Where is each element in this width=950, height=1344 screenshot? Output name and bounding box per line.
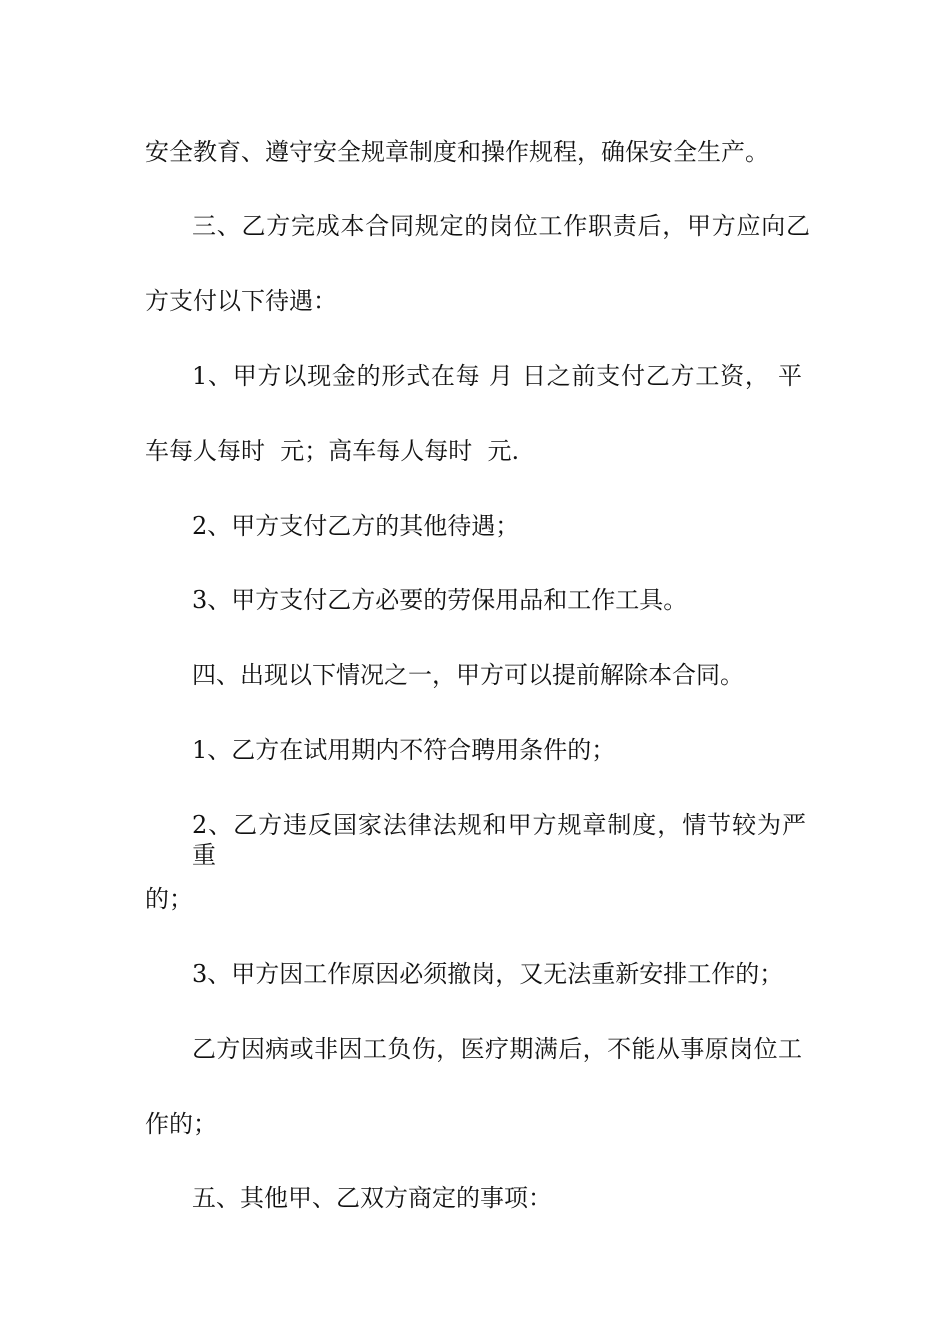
text-line-13: 乙方因病或非因工负伤，医疗期满后，不能从事原岗位工	[192, 1035, 802, 1063]
text-line-9: 1、乙方在试用期内不符合聘用条件的；	[192, 736, 616, 764]
text-line-2: 三、乙方完成本合同规定的岗位工作职责后，甲方应向乙	[192, 212, 810, 240]
text-line-15: 五、其他甲、乙双方商定的事项：	[192, 1184, 552, 1212]
text-line-11: 的；	[145, 885, 193, 913]
text-line-8: 四、出现以下情况之一，甲方可以提前解除本合同。	[192, 661, 744, 689]
text-line-1: 安全教育、遵守安全规章制度和操作规程，确保安全生产。	[145, 138, 769, 166]
text-line-4: 1、甲方以现金的形式在每 月 日之前支付乙方工资， 平	[192, 362, 802, 390]
text-line-3: 方支付以下待遇：	[145, 287, 337, 315]
text-line-12: 3、甲方因工作原因必须撤岗，又无法重新安排工作的；	[192, 960, 784, 988]
text-line-6: 2、甲方支付乙方的其他待遇；	[192, 512, 520, 540]
text-line-14: 作的；	[145, 1110, 217, 1138]
text-line-7: 3、甲方支付乙方必要的劳保用品和工作工具。	[192, 586, 688, 614]
text-line-5: 车每人每时 元；高车每人每时 元.	[145, 437, 520, 465]
text-line-10: 2、乙方违反国家法律法规和甲方规章制度，情节较为严重	[192, 811, 806, 869]
